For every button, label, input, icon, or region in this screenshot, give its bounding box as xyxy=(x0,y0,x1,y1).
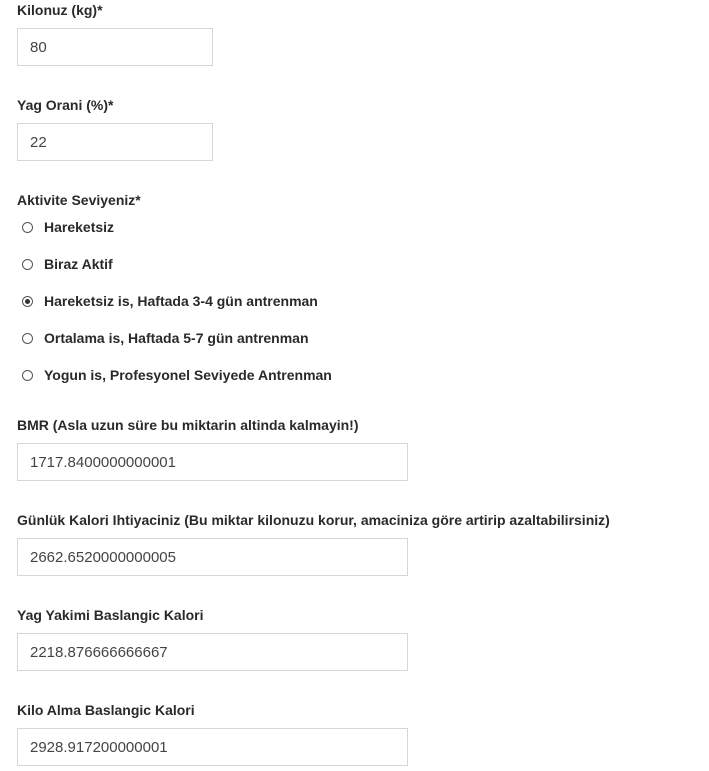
activity-option-1[interactable] xyxy=(22,254,113,274)
weight-input[interactable] xyxy=(17,28,213,66)
activity-option-label: Biraz Aktif xyxy=(44,256,113,272)
weight-label: Kilonuz (kg)* xyxy=(17,2,103,18)
radio-button-icon[interactable] xyxy=(22,333,33,344)
fat-ratio-input[interactable] xyxy=(17,123,213,161)
fat-burn-calorie-label: Yag Yakimi Baslangic Kalori xyxy=(17,607,204,623)
radio-button-icon[interactable] xyxy=(22,259,33,270)
activity-option-4[interactable] xyxy=(22,365,332,385)
daily-calorie-input[interactable] xyxy=(17,538,408,576)
bmr-input[interactable] xyxy=(17,443,408,481)
radio-button-checked-icon[interactable] xyxy=(22,296,33,307)
fat-ratio-label: Yag Orani (%)* xyxy=(17,97,114,113)
activity-option-label: Ortalama is, Haftada 5-7 gün antrenman xyxy=(44,330,309,346)
activity-option-2[interactable] xyxy=(22,291,318,311)
activity-option-label: Hareketsiz is, Haftada 3-4 gün antrenman xyxy=(44,293,318,309)
activity-option-label: Yogun is, Profesyonel Seviyede Antrenman xyxy=(44,367,332,383)
daily-calorie-label: Günlük Kalori Ihtiyaciniz (Bu miktar kilonuzu korur, amaciniza göre artirip azaltabilirsiniz) xyxy=(17,512,610,528)
radio-button-icon[interactable] xyxy=(22,222,33,233)
activity-option-0[interactable] xyxy=(22,217,114,237)
bmr-label: BMR (Asla uzun süre bu miktarin altinda kalmayin!) xyxy=(17,417,359,433)
weight-gain-calorie-label: Kilo Alma Baslangic Kalori xyxy=(17,702,195,718)
radio-button-icon[interactable] xyxy=(22,370,33,381)
activity-option-label: Hareketsiz xyxy=(44,219,115,235)
activity-option-3[interactable] xyxy=(22,328,309,348)
fat-burn-calorie-input[interactable] xyxy=(17,633,408,671)
weight-gain-calorie-input[interactable] xyxy=(17,728,408,766)
activity-label: Aktivite Seviyeniz* xyxy=(17,192,141,208)
